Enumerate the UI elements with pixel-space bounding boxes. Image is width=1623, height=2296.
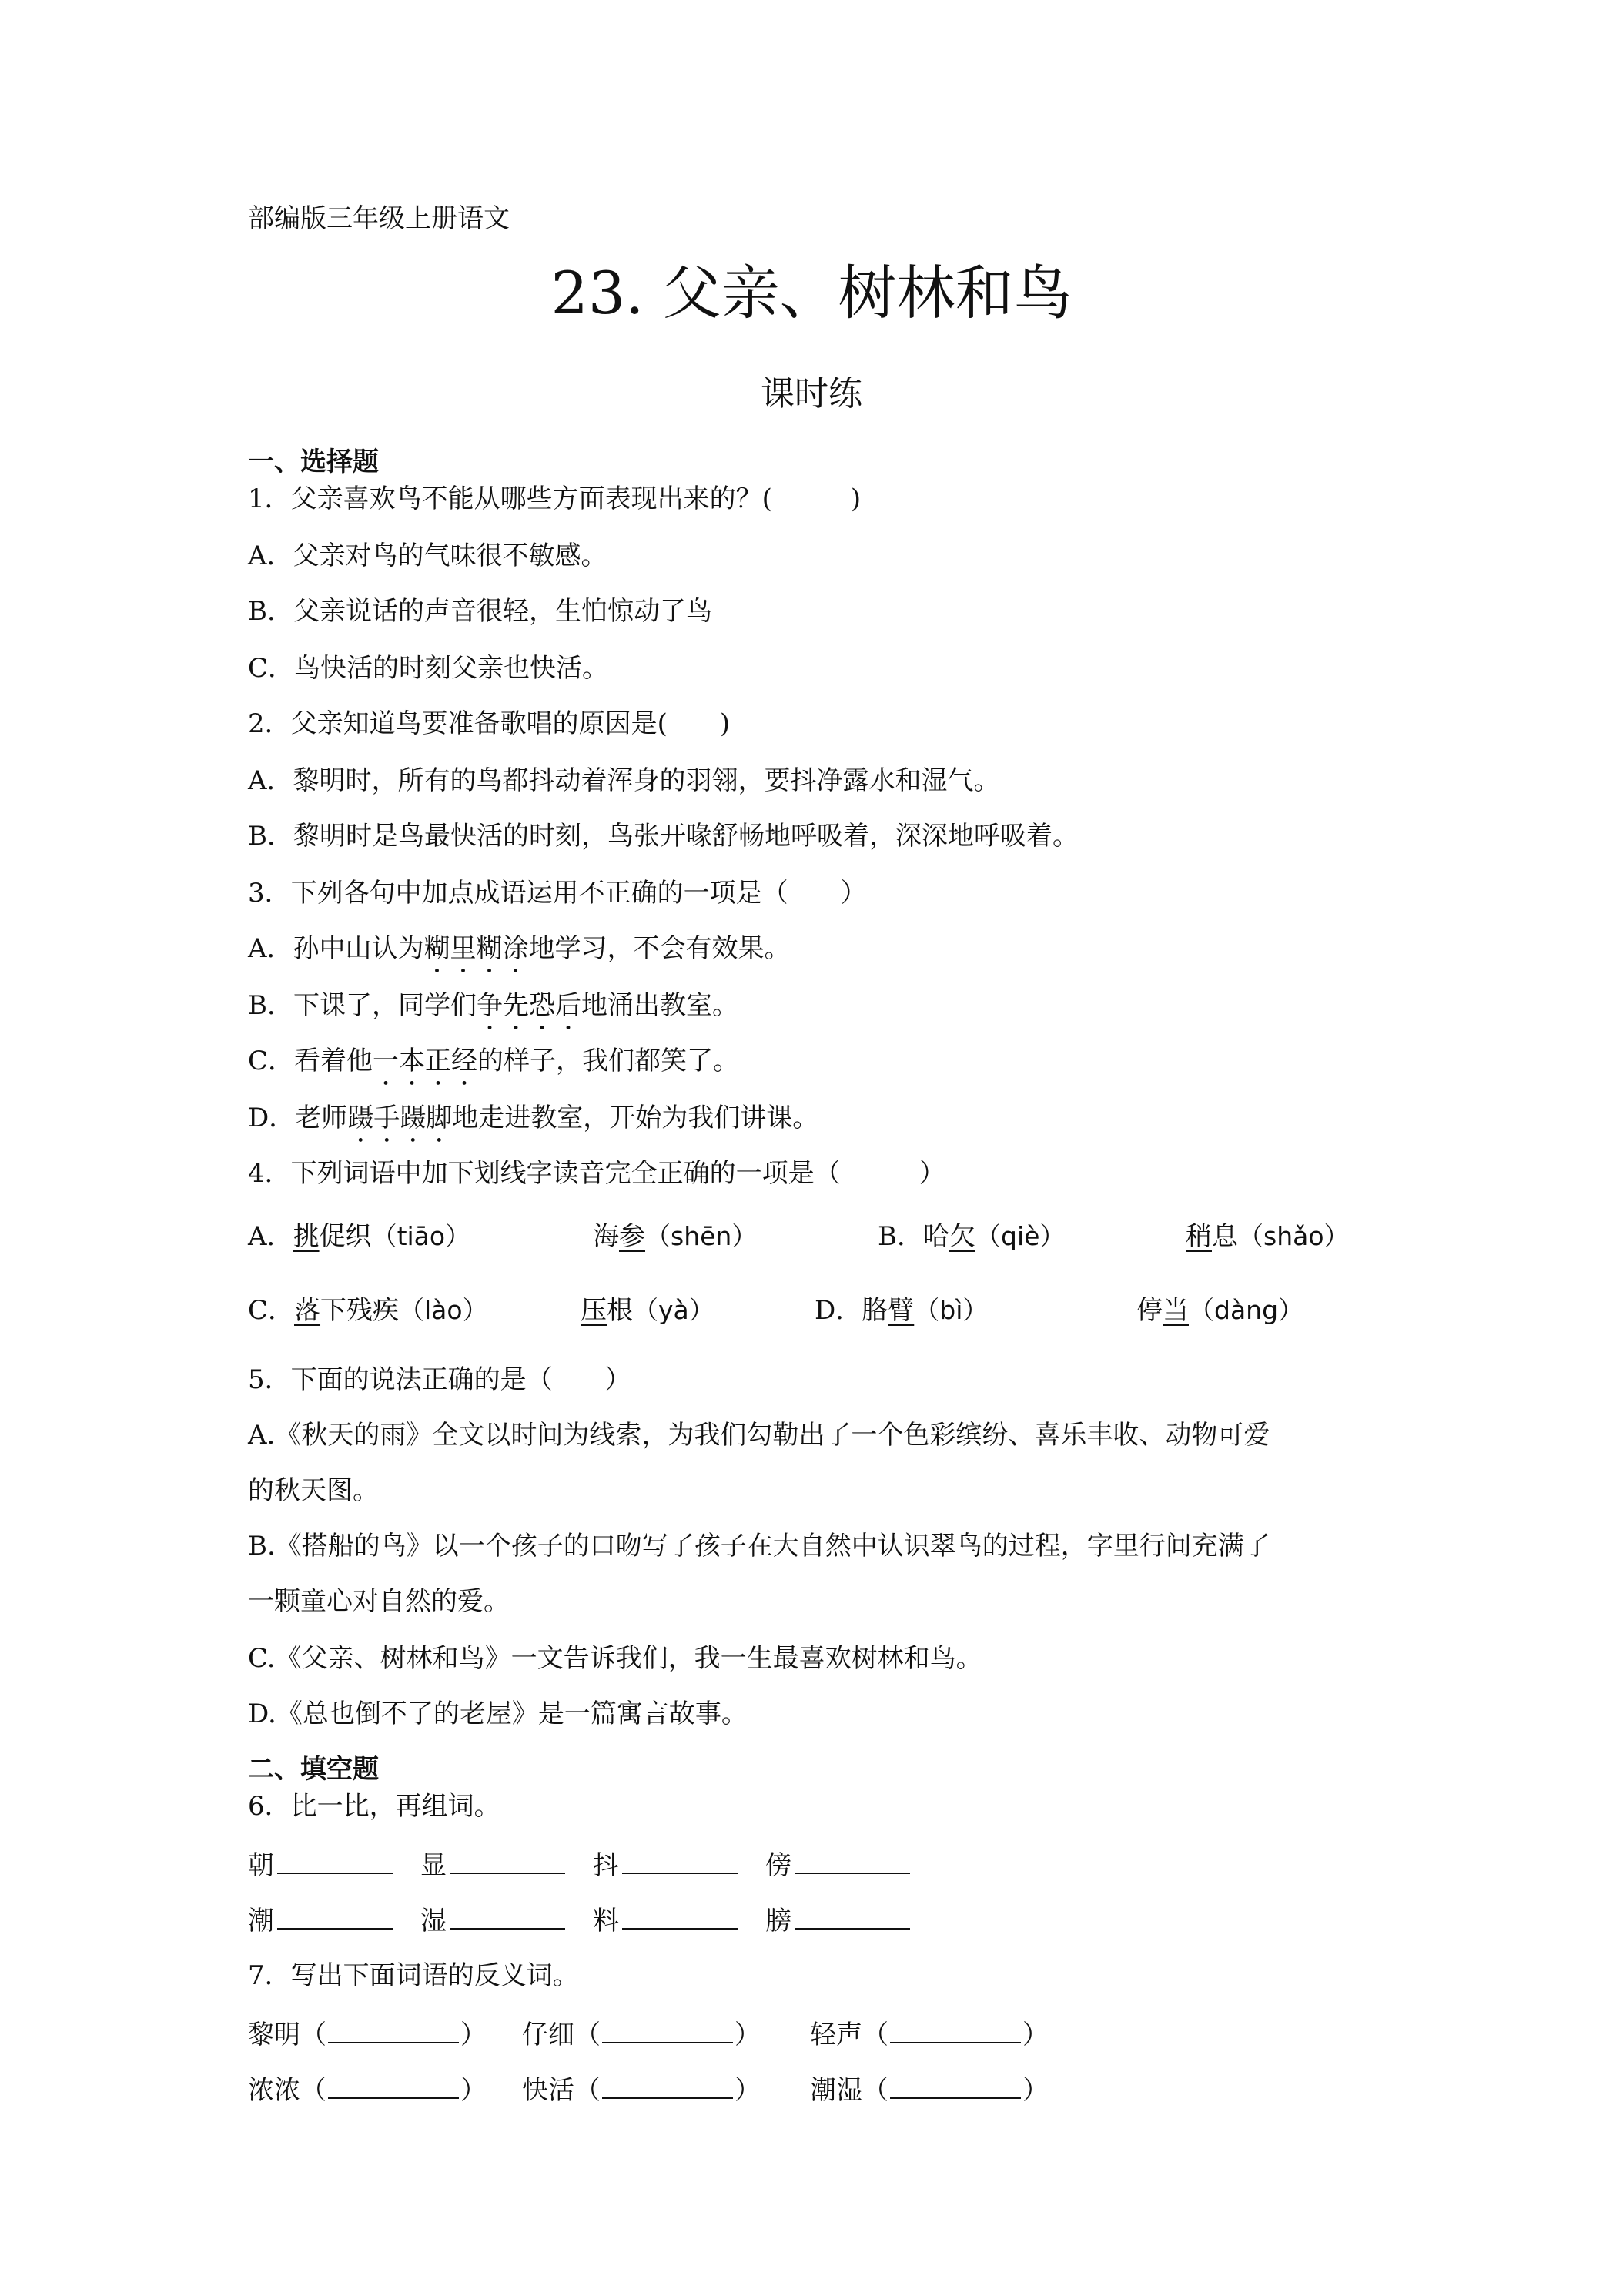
antonym-blank: [248, 2016, 487, 2052]
answer-blank[interactable]: [795, 1846, 910, 1874]
answer-blank[interactable]: [602, 2071, 733, 2099]
pinyin: （yà）: [633, 1295, 714, 1325]
answer-blank[interactable]: [890, 2016, 1021, 2043]
page-subtitle: 课时练: [761, 374, 862, 413]
question-3-option-c: [248, 1044, 739, 1092]
paren-close: ）: [460, 2020, 487, 2050]
word: 潮湿: [810, 2075, 862, 2106]
question-3-option-a: [248, 932, 791, 979]
answer-blank[interactable]: [795, 1902, 910, 1930]
question-5-option-a-line-1: A.《秋天的雨》全文以时间为线索，为我们勾勒出了一个色彩缤纷、喜乐丰收、动物可爱: [248, 1420, 1270, 1451]
question-2-option-b: B．黎明时是鸟最快活的时刻，鸟张开喙舒畅地呼吸着，深深地呼吸着。: [248, 821, 1079, 852]
question-5-option-c: C.《父亲、树林和鸟》一文告诉我们，我一生最喜欢树林和鸟。: [248, 1643, 982, 1674]
dotted-idiom: 糊里糊涂: [423, 933, 529, 964]
option-label: C．: [248, 1295, 295, 1326]
antonym-blank: [810, 2016, 1049, 2052]
word-rest: 息: [1212, 1221, 1238, 1252]
underlined-char: 压: [581, 1295, 607, 1326]
question-2-stem: 2．父亲知道鸟要准备歌唱的原因是( ): [248, 708, 731, 739]
word-blank: [420, 1846, 565, 1883]
underlined-char: 欠: [949, 1221, 975, 1252]
paren-close: ）: [735, 2075, 761, 2106]
pinyin: （shēn）: [645, 1221, 758, 1251]
pinyin: （shǎo）: [1238, 1221, 1350, 1251]
pinyin: （dàng）: [1189, 1295, 1304, 1325]
question-5-option-a-line-2: 的秋天图。: [248, 1475, 379, 1506]
word-blank: [420, 1902, 565, 1938]
page-title: 23. 父亲、树林和鸟: [550, 259, 1073, 327]
character: 傍: [765, 1850, 791, 1881]
word: 浓浓: [248, 2075, 300, 2106]
answer-blank[interactable]: [602, 2016, 733, 2043]
paren-open: （: [574, 2020, 601, 2050]
dotted-idiom: 一本正经: [373, 1046, 478, 1076]
question-6-row-1: [0, 1846, 1623, 1880]
antonym-blank: [810, 2071, 1049, 2107]
section-heading-choice: 一、选择题: [248, 447, 379, 477]
character: 朝: [248, 1850, 274, 1881]
word-rest: 根: [607, 1295, 633, 1326]
question-3-option-d: [248, 1101, 818, 1149]
pinyin: （tiāo）: [371, 1221, 471, 1251]
option-text: 地走进教室，开始为我们讲课。: [452, 1103, 819, 1133]
question-1-option-c: C．鸟快活的时刻父亲也快活。: [248, 653, 609, 684]
question-7-row-1: [0, 2016, 1623, 2050]
option-label: D．胳: [815, 1295, 888, 1326]
paren-close: ）: [1022, 2075, 1049, 2106]
word: 仔细: [522, 2020, 574, 2050]
answer-blank[interactable]: [450, 1902, 565, 1930]
option-text: 地学习，不会有效果。: [528, 933, 791, 964]
answer-blank[interactable]: [622, 1902, 738, 1930]
textbook-label: 部编版三年级上册语文: [248, 203, 510, 234]
answer-blank[interactable]: [890, 2071, 1021, 2099]
dotted-idiom: 蹑手蹑脚: [347, 1103, 453, 1133]
question-5-option-b-line-2: 一颗童心对自然的爱。: [248, 1586, 510, 1617]
word: 黎明: [248, 2020, 300, 2050]
option-b-item-1: [878, 1220, 1065, 1253]
antonym-blank: [522, 2016, 761, 2052]
question-1-option-b: B．父亲说话的声音很轻，生怕惊动了鸟: [248, 596, 712, 627]
question-6-row-2: [0, 1902, 1623, 1936]
pinyin: （qiè）: [975, 1221, 1066, 1251]
character: 膀: [765, 1906, 791, 1936]
underlined-char: 落: [294, 1295, 321, 1326]
question-1-stem: 1．父亲喜欢鸟不能从哪些方面表现出来的？( ): [248, 484, 862, 514]
word-rest: 下残疾: [320, 1295, 400, 1326]
option-text: 地涌出教室。: [581, 990, 738, 1021]
question-5-stem: 5．下面的说法正确的是（ ）: [248, 1364, 631, 1395]
answer-blank[interactable]: [277, 1902, 393, 1930]
option-c-item-2: [581, 1294, 714, 1327]
word-rest: 停: [1136, 1295, 1163, 1326]
answer-blank[interactable]: [328, 2016, 459, 2043]
answer-blank[interactable]: [328, 2071, 459, 2099]
option-label: A．: [248, 1221, 293, 1252]
option-b-item-2: [1186, 1220, 1350, 1253]
word-rest: 促织: [319, 1221, 372, 1252]
paren-close: ）: [1022, 2020, 1049, 2050]
underlined-char: 当: [1163, 1295, 1189, 1326]
paren-open: （: [300, 2020, 326, 2050]
option-c-item-1: [248, 1294, 488, 1327]
question-6-stem: 6．比一比，再组词。: [248, 1791, 500, 1822]
underlined-char: 参: [619, 1221, 645, 1252]
question-5-option-d: D.《总也倒不了的老屋》是一篇寓言故事。: [248, 1699, 748, 1729]
word-blank: [593, 1846, 738, 1883]
word: 快活: [522, 2075, 574, 2106]
character: 潮: [248, 1906, 274, 1936]
option-text: B．下课了，同学们: [248, 990, 477, 1021]
section-heading-fill: 二、填空题: [248, 1754, 379, 1785]
question-4-row-ab: [0, 1220, 1623, 1253]
question-4-stem: 4．下列词语中加下划线字读音完全正确的一项是（ ）: [248, 1158, 945, 1189]
question-2-option-a: A．黎明时，所有的鸟都抖动着浑身的羽翎，要抖净露水和湿气。: [248, 765, 1000, 796]
antonym-blank: [522, 2071, 761, 2107]
word-blank: [765, 1846, 910, 1883]
underlined-char: 臂: [888, 1295, 915, 1326]
question-3-stem: 3．下列各句中加点成语运用不正确的一项是（ ）: [248, 878, 867, 909]
underlined-char: 稍: [1186, 1221, 1212, 1252]
paren-open: （: [574, 2075, 601, 2106]
option-text: A．孙中山认为: [248, 933, 424, 964]
question-1-option-a: A．父亲对鸟的气味很不敏感。: [248, 541, 607, 571]
underlined-char: 挑: [293, 1221, 320, 1252]
pinyin: （bì）: [914, 1295, 989, 1325]
question-3-option-b: [248, 989, 738, 1036]
word: 轻声: [810, 2020, 862, 2050]
option-d-item-2: [1136, 1294, 1303, 1327]
paren-open: （: [862, 2020, 888, 2050]
option-a-item-2: [593, 1220, 757, 1253]
option-d-item-1: [815, 1294, 988, 1327]
option-text: C．看着他: [248, 1046, 373, 1076]
word-blank: [593, 1902, 738, 1938]
character: 抖: [593, 1850, 619, 1881]
option-a-item-1: [248, 1220, 470, 1253]
question-7-row-2: [0, 2071, 1623, 2105]
paren-open: （: [300, 2075, 326, 2106]
answer-blank[interactable]: [277, 1846, 393, 1874]
question-5-option-b-line-1: B.《搭船的鸟》以一个孩子的口吻写了孩子在大自然中认识翠鸟的过程，字里行间充满了: [248, 1531, 1270, 1561]
paren-close: ）: [735, 2020, 761, 2050]
paren-open: （: [862, 2075, 888, 2106]
answer-blank[interactable]: [622, 1846, 738, 1874]
answer-blank[interactable]: [450, 1846, 565, 1874]
question-7-stem: 7．写出下面词语的反义词。: [248, 1960, 579, 1991]
word-rest: 海: [593, 1221, 619, 1252]
antonym-blank: [248, 2071, 487, 2107]
character: 显: [420, 1850, 447, 1881]
option-text: D．老师: [248, 1103, 348, 1133]
character: 料: [593, 1906, 619, 1936]
dotted-idiom: 争先恐后: [477, 990, 581, 1021]
option-label: B．哈: [878, 1221, 949, 1252]
paren-close: ）: [460, 2075, 487, 2106]
word-blank: [765, 1902, 910, 1938]
option-text: 的样子，我们都笑了。: [477, 1046, 740, 1076]
word-blank: [248, 1902, 393, 1938]
question-4-row-cd: [0, 1294, 1623, 1327]
character: 湿: [420, 1906, 447, 1936]
pinyin: （lào）: [399, 1295, 488, 1325]
word-blank: [248, 1846, 393, 1883]
